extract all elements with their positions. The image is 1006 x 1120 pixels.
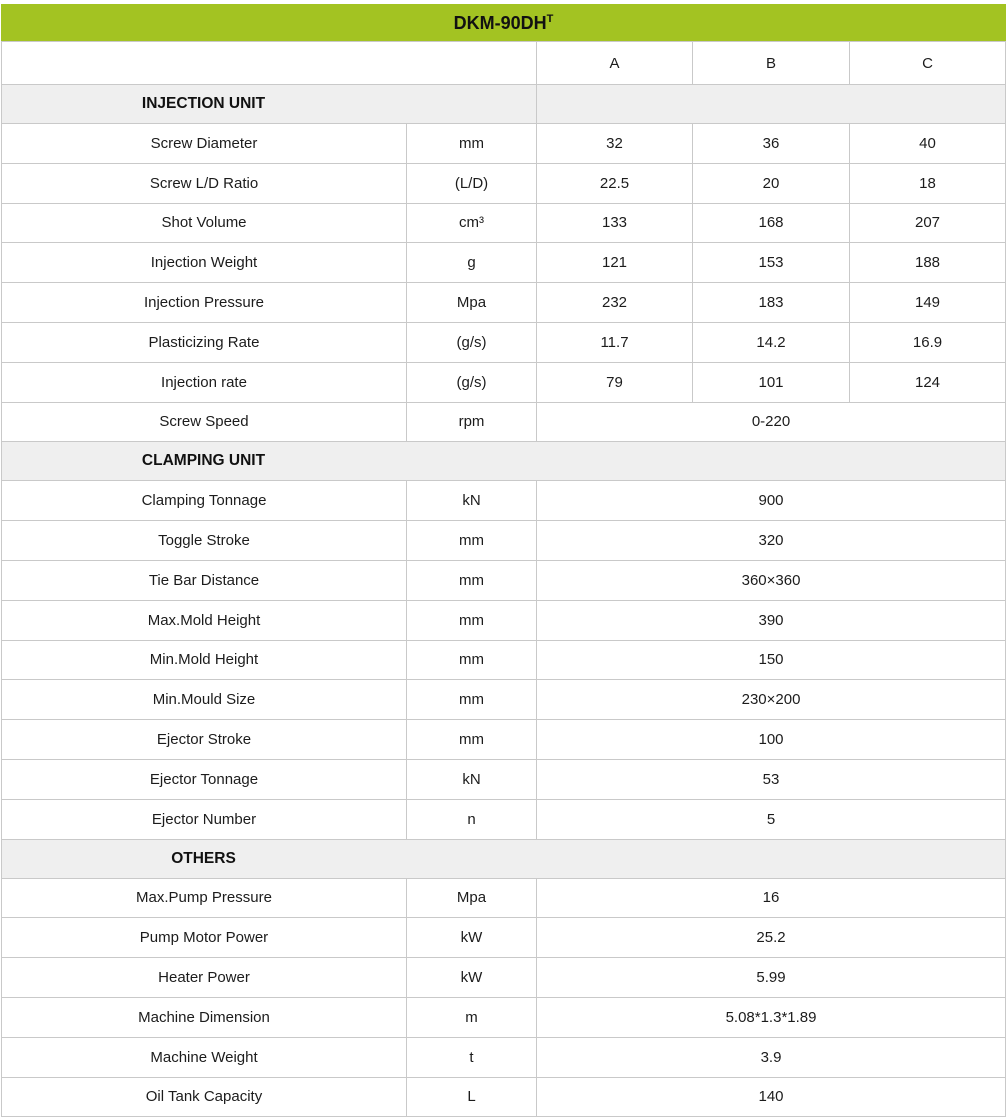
spec-row (2, 878, 1006, 918)
spec-row (2, 1077, 1006, 1117)
spec-row (2, 918, 1006, 958)
spec-label: Plasticizing Rate (2, 322, 407, 362)
spec-label: Machine Weight (2, 1037, 407, 1077)
spec-label: Ejector Tonnage (2, 759, 407, 799)
spec-label: Screw Diameter (2, 124, 407, 164)
spec-row (2, 560, 1006, 600)
spec-row (2, 124, 1006, 164)
section-header-row (2, 85, 1006, 124)
spec-value-merged: 320 (537, 521, 1006, 561)
spec-value-merged: 53 (537, 759, 1006, 799)
spec-label: Shot Volume (2, 203, 407, 243)
section-header-row (2, 442, 1006, 481)
spec-value-b: 101 (693, 362, 850, 402)
spec-value-c: 16.9 (850, 322, 1006, 362)
spec-row (2, 402, 1006, 442)
spec-row (2, 283, 1006, 323)
spec-unit: mm (407, 720, 537, 760)
section-spacer-cell (537, 85, 1006, 124)
spec-label: Max.Mold Height (2, 600, 407, 640)
spec-value-a: 32 (537, 124, 693, 164)
spec-label: Min.Mold Height (2, 640, 407, 680)
spec-value-c: 188 (850, 243, 1006, 283)
spec-row (2, 203, 1006, 243)
spec-value-c: 40 (850, 124, 1006, 164)
spec-unit: kN (407, 481, 537, 521)
spec-unit: (g/s) (407, 362, 537, 402)
variant-row-empty-cell (2, 42, 537, 85)
spec-label: Toggle Stroke (2, 521, 407, 561)
spec-unit: t (407, 1037, 537, 1077)
spec-value-b: 36 (693, 124, 850, 164)
column-header-a: A (537, 42, 693, 85)
spec-unit: cm³ (407, 203, 537, 243)
spec-value-merged: 900 (537, 481, 1006, 521)
spec-value-a: 11.7 (537, 322, 693, 362)
section-title: INJECTION UNIT (141, 95, 266, 112)
spec-label: Clamping Tonnage (2, 481, 407, 521)
spec-label: Heater Power (2, 958, 407, 998)
spec-row (2, 243, 1006, 283)
spec-value-a: 133 (537, 203, 693, 243)
spec-row (2, 163, 1006, 203)
spec-value-merged: 230×200 (537, 680, 1006, 720)
spec-unit: m (407, 997, 537, 1037)
spec-row (2, 481, 1006, 521)
spec-label: Injection rate (2, 362, 407, 402)
spec-value-merged: 150 (537, 640, 1006, 680)
spec-label: Ejector Stroke (2, 720, 407, 760)
spec-value-merged: 140 (537, 1077, 1006, 1117)
spec-unit: Mpa (407, 283, 537, 323)
spec-row (2, 521, 1006, 561)
spec-row (2, 958, 1006, 998)
spec-value-b: 20 (693, 163, 850, 203)
spec-row (2, 1037, 1006, 1077)
spec-unit: kW (407, 958, 537, 998)
spec-value-c: 149 (850, 283, 1006, 323)
spec-label: Machine Dimension (2, 997, 407, 1037)
spec-value-merged: 5.99 (537, 958, 1006, 998)
section-header-row (2, 839, 1006, 878)
spec-value-merged: 3.9 (537, 1037, 1006, 1077)
spec-value-b: 183 (693, 283, 850, 323)
variant-header-row (2, 42, 1006, 85)
spec-value-a: 22.5 (537, 163, 693, 203)
spec-label: Injection Weight (2, 243, 407, 283)
spec-unit: mm (407, 640, 537, 680)
spec-unit: Mpa (407, 878, 537, 918)
spec-label: Max.Pump Pressure (2, 878, 407, 918)
spec-label: Screw Speed (2, 402, 407, 442)
spec-value-c: 207 (850, 203, 1006, 243)
spec-value-merged: 360×360 (537, 560, 1006, 600)
spec-value-merged: 0-220 (537, 402, 1006, 442)
spec-value-a: 121 (537, 243, 693, 283)
section-title-cell (2, 839, 1006, 878)
title-superscript: T (546, 12, 554, 25)
spec-row (2, 680, 1006, 720)
spec-unit: mm (407, 124, 537, 164)
spec-value-c: 124 (850, 362, 1006, 402)
spec-value-merged: 25.2 (537, 918, 1006, 958)
spec-unit: n (407, 799, 537, 839)
section-title-cell (2, 85, 537, 124)
spec-value-merged: 390 (537, 600, 1006, 640)
spec-value-merged: 100 (537, 720, 1006, 760)
spec-value-b: 168 (693, 203, 850, 243)
spec-label: Screw L/D Ratio (2, 163, 407, 203)
page-title-cell (2, 5, 1006, 42)
spec-label: Min.Mould Size (2, 680, 407, 720)
spec-label: Ejector Number (2, 799, 407, 839)
spec-label: Oil Tank Capacity (2, 1077, 407, 1117)
section-title-cell (2, 442, 1006, 481)
spec-unit: g (407, 243, 537, 283)
page-title: DKM-90DH (453, 12, 547, 33)
spec-label: Pump Motor Power (2, 918, 407, 958)
section-title: OTHERS (171, 849, 236, 867)
spec-label: Tie Bar Distance (2, 560, 407, 600)
spec-row (2, 362, 1006, 402)
spec-row (2, 997, 1006, 1037)
spec-value-a: 79 (537, 362, 693, 402)
spec-value-a: 232 (537, 283, 693, 323)
spec-unit: mm (407, 560, 537, 600)
spec-row (2, 640, 1006, 680)
spec-unit: (g/s) (407, 322, 537, 362)
spec-unit: mm (407, 521, 537, 561)
spec-table-body (2, 85, 1006, 1117)
spec-value-merged: 16 (537, 878, 1006, 918)
machine-spec-table (1, 4, 1006, 1117)
spec-row (2, 720, 1006, 760)
spec-unit: kN (407, 759, 537, 799)
spec-value-merged: 5 (537, 799, 1006, 839)
spec-unit: mm (407, 680, 537, 720)
spec-row (2, 600, 1006, 640)
spec-value-merged: 5.08*1.3*1.89 (537, 997, 1006, 1037)
spec-row (2, 322, 1006, 362)
column-header-c: C (850, 42, 1006, 85)
spec-unit: rpm (407, 402, 537, 442)
column-header-b: B (693, 42, 850, 85)
spec-label: Injection Pressure (2, 283, 407, 323)
spec-value-b: 14.2 (693, 322, 850, 362)
title-row (2, 5, 1006, 42)
section-title: CLAMPING UNIT (141, 452, 266, 470)
spec-unit: kW (407, 918, 537, 958)
spec-unit: (L/D) (407, 163, 537, 203)
spec-row (2, 799, 1006, 839)
spec-unit: mm (407, 600, 537, 640)
spec-row (2, 759, 1006, 799)
spec-value-c: 18 (850, 163, 1006, 203)
spec-value-b: 153 (693, 243, 850, 283)
spec-unit: L (407, 1077, 537, 1117)
